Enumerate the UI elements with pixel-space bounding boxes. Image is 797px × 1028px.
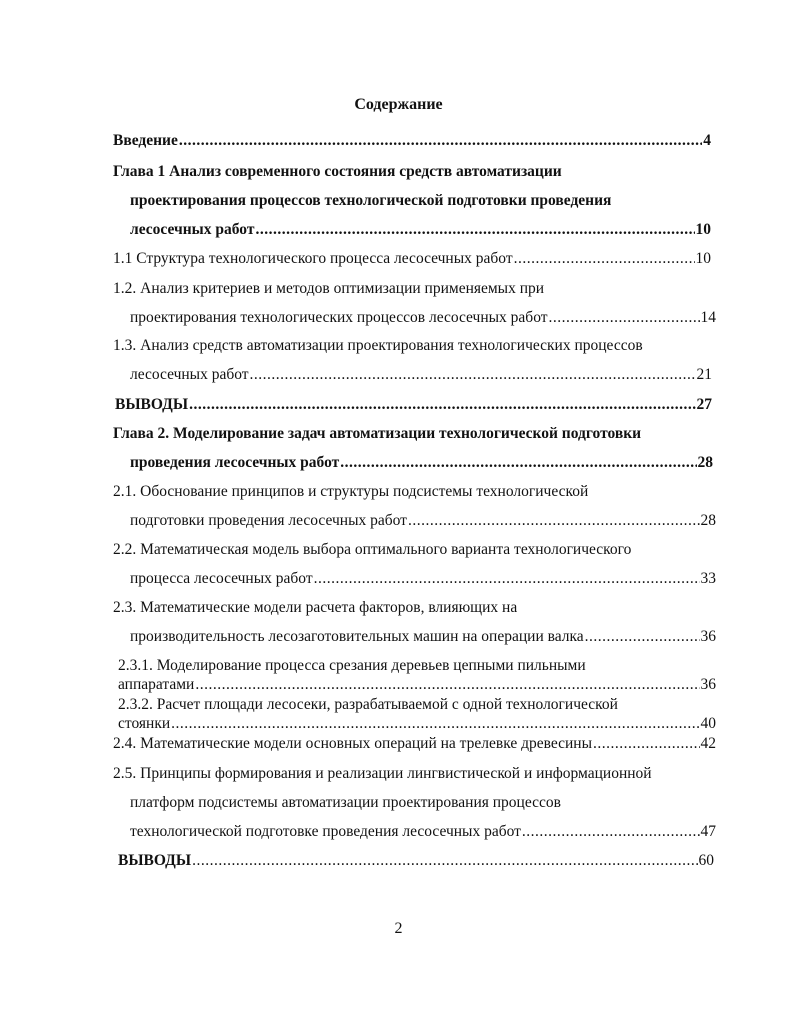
toc-entry-2-1-line2: подготовки проведения лесосечных работ ..... 28 [130, 512, 716, 530]
page-number: 2 [394, 920, 403, 937]
toc-entry-2-3-2-line1: 2.3.2. Расчет площади лесосеки, разрабатываемой с одной технологической [118, 696, 618, 713]
toc-entry-2-2-line1: 2.2. Математическая модель выбора оптимального варианта технологического [113, 541, 632, 558]
toc-entry-chapter-2-line1: Глава 2. Моделирование задач автоматизации технологической подготовки [113, 425, 642, 442]
toc-entry-2-4: 2.4. Математические модели основных операций на трелевке древесины ..... 42 [113, 735, 716, 753]
toc-entry-1-2-line1: 1.2. Анализ критериев и методов оптимизации применяемых при [113, 280, 545, 297]
toc-entry-chapter-1-line1: Глава 1 Анализ современного состояния средств автоматизации [113, 163, 562, 180]
toc-entry-conclusions-1: ВЫВОДЫ ..... 27 [115, 396, 712, 414]
toc-entry-1-3-line2: лесосечных работ ..... 21 [130, 366, 712, 384]
toc-entry-2-2-line2: процесса лесосечных работ ..... 33 [130, 570, 716, 588]
toc-entry-1-2-line2: проектирования технологических процессов лесосечных работ ..... 14 [130, 309, 716, 327]
toc-entry-2-5-line3: технологической подготовке проведения лесосечных работ ..... 47 [130, 823, 716, 841]
toc-entry-1-3-line1: 1.3. Анализ средств автоматизации проектирования технологических процессов [113, 337, 643, 354]
toc-entry-intro: Введение ..... 4 [113, 132, 711, 150]
toc-entry-2-3-1-line2: аппаратами ..... 36 [118, 676, 716, 694]
toc-entry-2-1-line1: 2.1. Обоснование принципов и структуры подсистемы технологической [113, 483, 589, 500]
toc-entry-2-3-line2: производительность лесозаготовительных машин на операции валка ..... 36 [130, 628, 716, 646]
toc-entry-2-3-line1: 2.3. Математические модели расчета факторов, влияющих на [113, 599, 518, 616]
toc-entry-1-1: 1.1 Структура технологического процесса лесосечных работ ..... 10 [113, 250, 711, 268]
toc-entry-chapter-1-line3: лесосечных работ ..... 10 [130, 221, 711, 239]
toc-title: Содержание [354, 96, 443, 113]
toc-entry-chapter-2-line2: проведения лесосечных работ ..... 28 [130, 454, 713, 472]
toc-entry-2-5-line2: платформ подсистемы автоматизации проектирования процессов [130, 794, 561, 811]
toc-entry-conclusions-2: ВЫВОДЫ ..... 60 [118, 852, 714, 870]
toc-entry-2-3-2-line2: стоянки ..... 40 [118, 715, 716, 733]
toc-entry-2-3-1-line1: 2.3.1. Моделирование процесса срезания деревьев цепными пильными [118, 657, 586, 674]
toc-entry-chapter-1-line2: проектирования процессов технологической подготовки проведения [130, 192, 612, 209]
toc-entry-2-5-line1: 2.5. Принципы формирования и реализации лингвистической и информационной [113, 765, 652, 782]
